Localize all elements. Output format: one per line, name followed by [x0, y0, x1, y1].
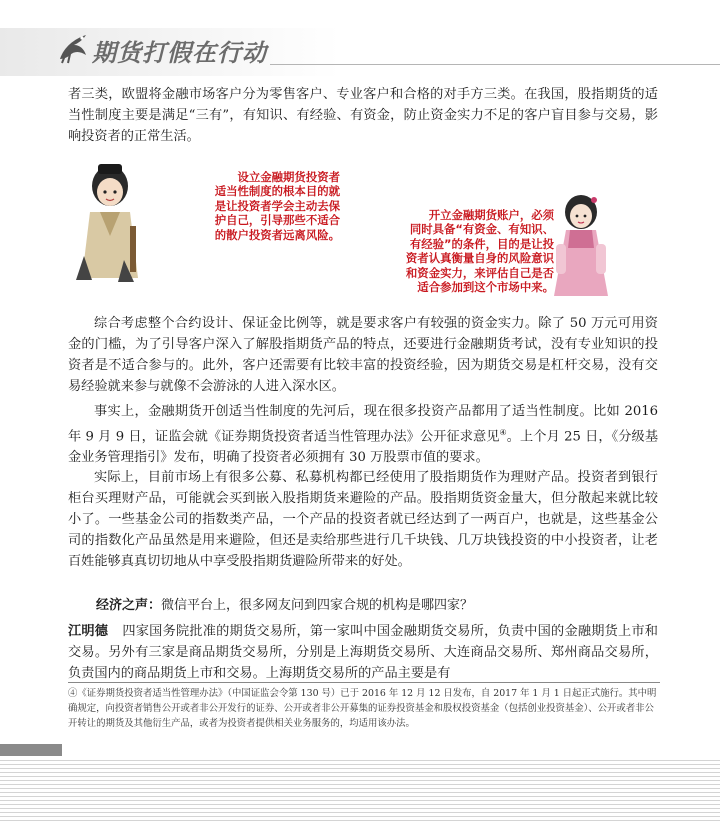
paragraph-3-end: 。上个月 25 日，《分级基金业务管理指引》发布，明确了投资者必须拥有 30 万股票市值的要求。 — [68, 429, 659, 466]
bubble-right-line: 和资金实力，来评估自己是否 — [405, 265, 554, 280]
dragon-logo-icon — [56, 29, 92, 65]
footnote-marker: ④ — [499, 428, 507, 437]
answer-paragraph — [68, 621, 658, 684]
paragraph-4: 实际上，目前市场上有很多公募、私募机构都已经使用了股指期货作为理财产品。投资者到银行柜台买理财产品，可能就会买到嵌入股指期货来避险的产品。股指期货资金量大，但分散起来就比较小了。一些基金公司的指数类产品，一个产品的投资者就已经达到了一两百户，也就是，这些基金公司的指数化产品虽然是用来避险，但还是卖给那些进行几千块钱、几万块钱投资的中小投资者，让老百姓能够真真切切地从中享受股指期货避险所带来的好处。 — [68, 470, 658, 569]
qa-speaker: 经济之声： — [96, 598, 162, 613]
answer-text: 四家国务院批准的期货交易所，第一家叫中国金融期货交易所，负责中国的金融期货上市和交易。另外有三家是商品期货交易所，分别是上海期货交易所、大连商品交易所、郑州商品交易所，负责国内的商品期货上市和交易。上海期货交易所的产品主要是有 — [68, 624, 658, 681]
footnote: ④《证券期货投资者适当性管理办法》（中国证监会令第 130 号）已于 2016 年 12 月 12 日发布，自 2017 年 1 月 1 日起正式施行。其中明确规定，向投资者销售公开或者非公开发行的证券、公开或者非公开募集的证券投资基金和股权投资基金（包括创业投资基金）、公开或者非公开转让的期货及其他衍生产品，或者为投资者提供相关业务服务的，均适用该办法。 — [68, 688, 657, 729]
speech-bubble-left — [140, 170, 340, 242]
speech-bubble-right — [330, 208, 554, 294]
qa-question — [96, 594, 473, 613]
paragraph-1: 者三类，欧盟将金融市场客户分为零售客户、专业客户和合格的对手方三类。在我国，股指期货的适当性制度主要是满足“三有”，有知识、有经验、有资金，防止资金实力不足的客户盲目参与交易，影响投资者的正常生活。 — [68, 87, 658, 144]
lady-figure-right — [548, 188, 614, 300]
bubble-right-line: 适合参加到这个市场中来。 — [417, 280, 554, 295]
bubble-left-line: 适当性制度的根本目的就 — [214, 184, 340, 199]
bubble-right-line: 同时具备“有资金、有知识、 — [409, 222, 554, 237]
bubble-left-line: 护自己，引导那些不适合 — [214, 213, 340, 228]
bubble-left-line: 设立金融期货投资者 — [237, 170, 340, 184]
paragraph-3-start: 事实上，金融期货开创适当性制度的先河后，现在很多投资产品都用了适当性制度。比如 2016 年 9 月 9 日，证监会就《证券期货投资者适当性管理办法》公开征求意见 — [68, 404, 658, 445]
bubble-left-line: 是让投资者学会主动去保 — [214, 198, 340, 213]
answer-speaker: 江明德 — [68, 624, 109, 639]
bubble-left-line: 的散户投资者远离风险。 — [214, 227, 340, 242]
footer-bar — [0, 744, 62, 756]
paragraph-3 — [68, 401, 658, 468]
scholar-figure-left — [72, 156, 148, 288]
paragraph-2: 综合考虑整个合约设计、保证金比例等，就是要求客户有较强的资金实力。除了 50 万元可用资金的门槛，为了引导客户深入了解股指期货产品的特点，还要进行金融期货考试，没有专业知识的投资者是不适合参与的。此外，客户还需要有比较丰富的投资经验，因为期货交易是杠杆交易，没有交易经验就来参与就像不会游泳的人进入深水区。 — [68, 316, 658, 394]
header-rule — [270, 64, 720, 65]
qa-question-text: 微信平台上，很多网友问到四家合规的机构是哪四家？ — [161, 598, 474, 613]
footer-stripes — [0, 760, 720, 823]
bubble-right-line: 资者认真衡量自身的风险意识 — [405, 251, 554, 266]
bubble-right-line: 开立金融期货账户，必须 — [428, 208, 554, 222]
footnote-divider — [68, 682, 660, 683]
page-header-title: 期货打假在行动 — [92, 39, 267, 67]
bubble-right-line: 有经验”的条件，目的是让投 — [409, 236, 554, 251]
